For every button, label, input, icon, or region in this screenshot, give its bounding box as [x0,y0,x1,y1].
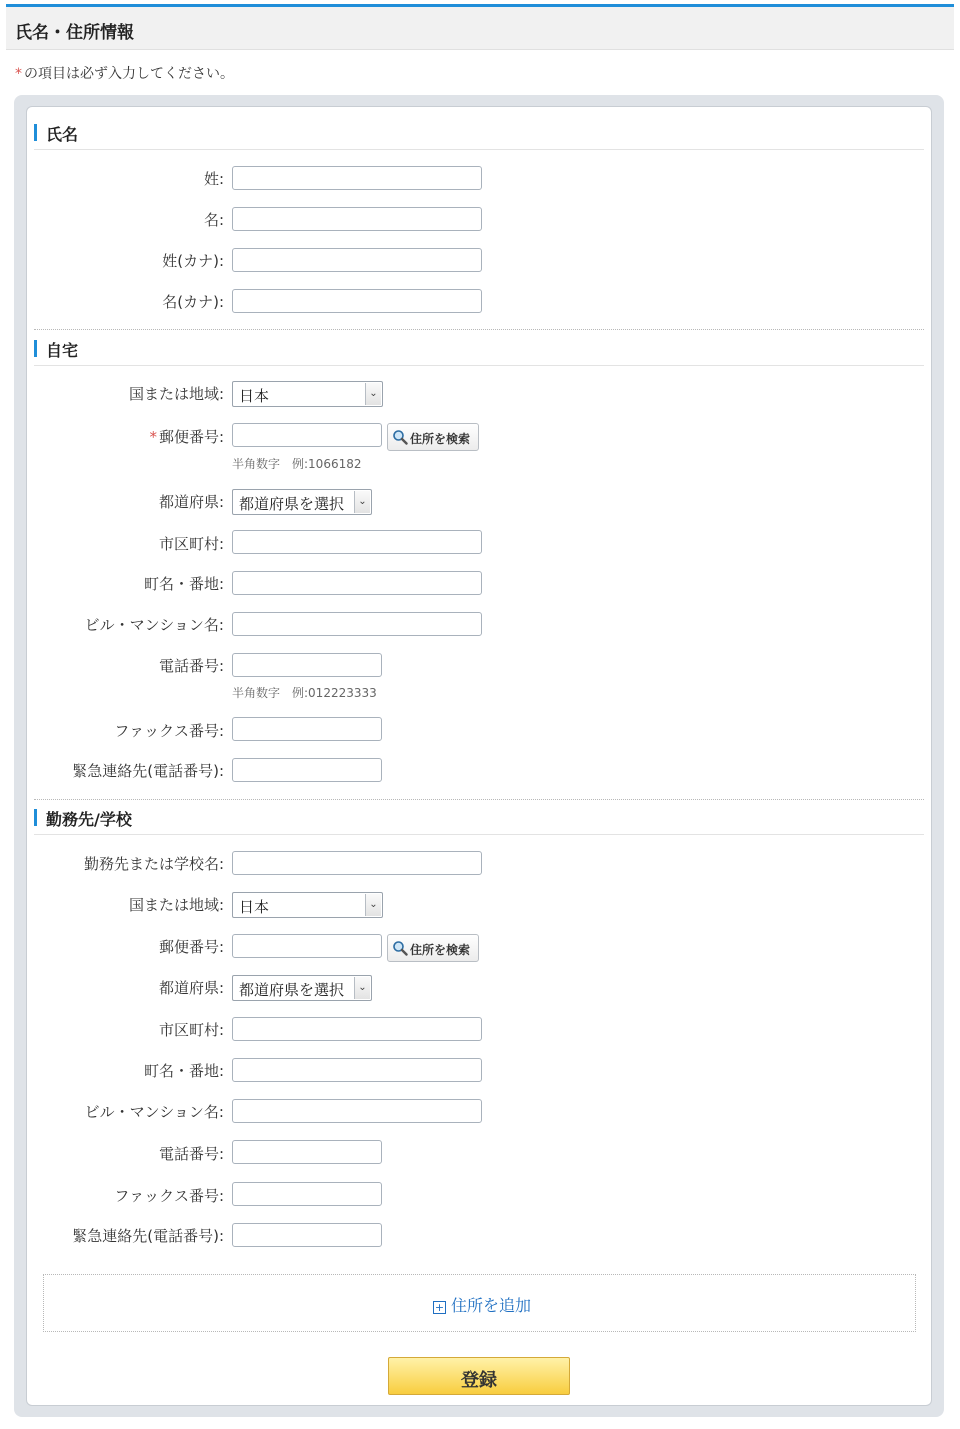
section-marker [34,124,37,141]
section-header-home [34,337,924,365]
home-fax-input[interactable] [232,717,382,741]
work-postal-input[interactable] [232,934,382,958]
register-button-label: 登録 [461,1370,497,1391]
work-org-label: 勤務先または学校名: [83,855,224,873]
work-country-select[interactable] [232,892,383,918]
add-address-label: 住所を追加 [451,1296,532,1315]
required-note [15,63,234,83]
home-address-search-button[interactable] [387,423,479,451]
section-divider [34,834,924,835]
home-country-label: 国または地域: [128,385,224,403]
plus-box-icon: + [434,1301,445,1314]
section-title: 自宅 [46,341,79,360]
page-title: 氏名・住所情報 [15,23,134,43]
home-phone-input[interactable] [232,653,382,677]
search-button-label: 住所を検索 [410,432,471,446]
search-icon [392,940,408,956]
home-postal-label [149,426,224,447]
last-name-input[interactable] [232,166,482,190]
home-phone-hint: 半角数字 例:012223333 [232,686,377,700]
add-address-link[interactable] [433,1293,531,1316]
register-button[interactable] [388,1357,570,1395]
section-header-name [34,121,924,149]
work-building-label: ビル・マンション名: [84,1103,224,1121]
first-name-kana-input[interactable] [232,289,482,313]
last-name-kana-label: 姓(カナ): [162,252,224,270]
first-name-kana-label: 名(カナ): [162,293,224,311]
home-emergency-input[interactable] [232,758,382,782]
search-button-label: 住所を検索 [410,943,471,957]
search-icon [392,429,408,445]
work-postal-label: 郵便番号: [158,938,224,956]
work-emergency-label: 緊急連絡先(電話番号): [72,1227,224,1245]
work-org-input[interactable] [232,851,482,875]
home-postal-input[interactable] [232,423,382,447]
home-city-label: 市区町村: [158,535,224,553]
home-phone-label: 電話番号: [158,657,224,675]
home-prefecture-value: 都道府県を選択 [239,495,345,513]
add-address-area [43,1274,916,1332]
section-marker [34,809,37,826]
work-emergency-input[interactable] [232,1223,382,1247]
work-fax-input[interactable] [232,1182,382,1206]
work-city-label: 市区町村: [158,1021,224,1039]
work-fax-label: ファックス番号: [114,1187,224,1205]
home-country-value: 日本 [239,387,270,405]
home-street-input[interactable] [232,571,482,595]
first-name-input[interactable] [232,207,482,231]
home-street-label: 町名・番地: [143,575,224,593]
home-building-label: ビル・マンション名: [84,616,224,634]
section-title: 勤務先/学校 [46,810,132,829]
required-note-text: の項目は必ず入力してください。 [24,66,234,82]
home-building-input[interactable] [232,612,482,636]
work-prefecture-value: 都道府県を選択 [239,981,345,999]
section-divider [34,365,924,366]
home-emergency-label: 緊急連絡先(電話番号): [72,762,224,780]
home-city-input[interactable] [232,530,482,554]
work-street-input[interactable] [232,1058,482,1082]
home-prefecture-select[interactable] [232,489,372,515]
chevron-down-icon: ⌄ [365,383,381,405]
work-country-value: 日本 [239,898,270,916]
work-street-label: 町名・番地: [143,1062,224,1080]
work-phone-input[interactable] [232,1140,382,1164]
section-divider [34,149,924,150]
work-prefecture-label: 都道府県: [158,979,224,997]
home-prefecture-label: 都道府県: [158,493,224,511]
chevron-down-icon: ⌄ [365,894,381,916]
section-separator [34,799,924,800]
required-star: * [149,428,157,446]
section-marker [34,340,37,357]
section-header-work [34,806,924,834]
work-country-label: 国または地域: [128,896,224,914]
work-phone-label: 電話番号: [158,1145,224,1163]
home-fax-label: ファックス番号: [114,722,224,740]
first-name-label: 名: [203,211,224,229]
page-header [6,7,954,50]
section-separator [34,329,924,330]
section-title: 氏名 [46,125,79,144]
work-prefecture-select[interactable] [232,975,372,1001]
work-city-input[interactable] [232,1017,482,1041]
chevron-down-icon: ⌄ [354,977,370,999]
work-address-search-button[interactable] [387,934,479,962]
last-name-label: 姓: [203,170,224,188]
home-postal-hint: 半角数字 例:1066182 [232,457,362,471]
work-building-input[interactable] [232,1099,482,1123]
required-star: * [15,66,22,82]
home-country-select[interactable] [232,381,383,407]
home-postal-label-text: 郵便番号: [158,428,224,446]
last-name-kana-input[interactable] [232,248,482,272]
chevron-down-icon: ⌄ [354,491,370,513]
